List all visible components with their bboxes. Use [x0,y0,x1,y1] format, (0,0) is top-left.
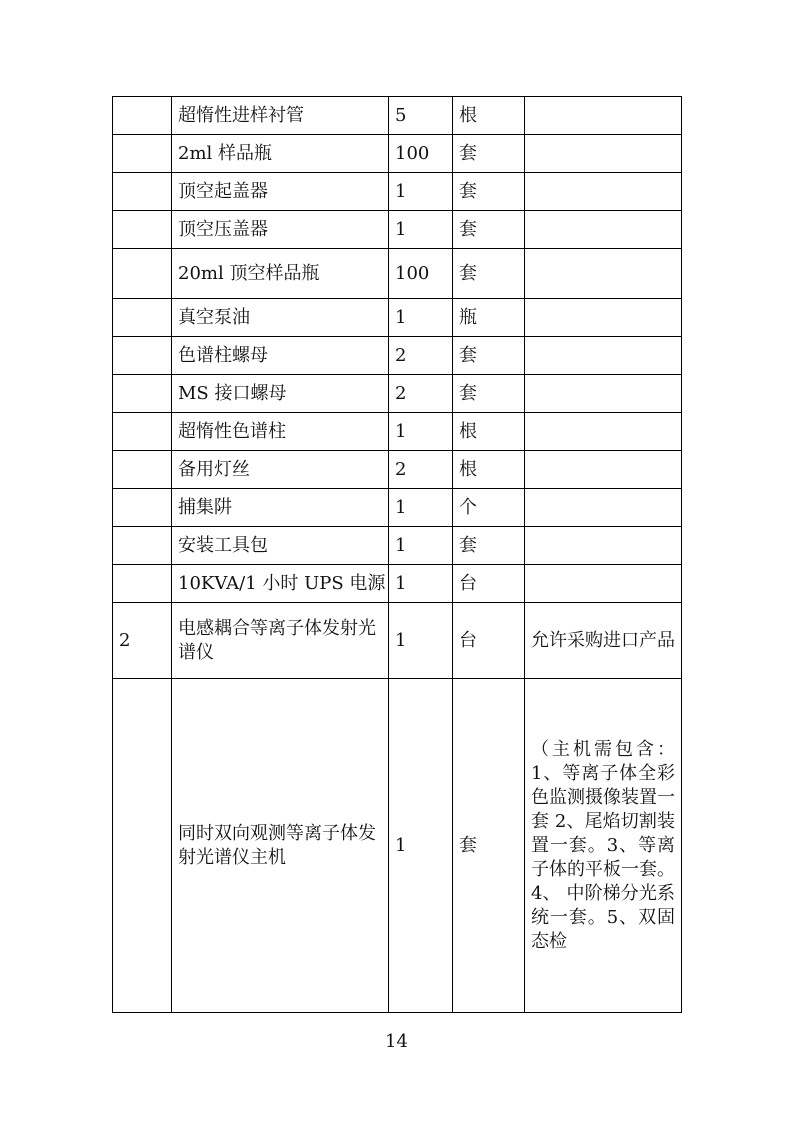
table-row [113,249,682,299]
table-row [113,97,682,135]
table-row [113,375,682,413]
item-unit: 个 [453,489,525,527]
item-name: MS 接口螺母 [172,375,389,413]
item-name: 超惰性进样衬管 [172,97,389,135]
equipment-table [112,96,682,1013]
item-note: （主机需包含：1、等离子体全彩色监测摄像装置一套 2、尾焰切割装置一套。3、等离子体的平板一套。4、 中阶梯分光系统一套。5、双固态检 [525,679,682,1013]
item-unit: 台 [453,603,525,679]
row-number [113,173,172,211]
item-note [525,135,682,173]
item-quantity: 2 [389,451,453,489]
item-quantity: 1 [389,679,453,1013]
row-number [113,527,172,565]
table-row [113,679,682,1013]
row-number [113,565,172,603]
table-row [113,603,682,679]
row-number: 2 [113,603,172,679]
table-row [113,565,682,603]
item-note [525,173,682,211]
item-quantity: 1 [389,413,453,451]
row-number [113,299,172,337]
item-quantity: 1 [389,211,453,249]
item-name: 安装工具包 [172,527,389,565]
table-row [113,211,682,249]
item-name: 超惰性色谱柱 [172,413,389,451]
row-number [113,249,172,299]
item-note [525,375,682,413]
item-name: 色谱柱螺母 [172,337,389,375]
item-unit: 根 [453,413,525,451]
item-unit: 台 [453,565,525,603]
row-number [113,211,172,249]
item-name: 电感耦合等离子体发射光谱仪 [172,603,389,679]
table-row [113,489,682,527]
item-note [525,451,682,489]
table-row [113,451,682,489]
table-row [113,173,682,211]
table-row [113,527,682,565]
item-unit: 套 [453,135,525,173]
item-name: 备用灯丝 [172,451,389,489]
row-number [113,679,172,1013]
table-row [113,135,682,173]
item-note [525,299,682,337]
table-row [113,337,682,375]
row-number [113,489,172,527]
table-row [113,299,682,337]
item-note [525,337,682,375]
item-quantity: 100 [389,135,453,173]
item-name: 10KVA/1 小时 UPS 电源 [172,565,389,603]
item-quantity: 100 [389,249,453,299]
item-name: 2ml 样品瓶 [172,135,389,173]
item-quantity: 1 [389,299,453,337]
item-quantity: 5 [389,97,453,135]
item-name: 20ml 顶空样品瓶 [172,249,389,299]
item-note [525,565,682,603]
item-note [525,249,682,299]
item-name: 真空泵油 [172,299,389,337]
item-name: 顶空起盖器 [172,173,389,211]
item-note [525,211,682,249]
page-number: 14 [385,1031,408,1052]
item-name: 顶空压盖器 [172,211,389,249]
item-quantity: 1 [389,603,453,679]
item-name: 捕集阱 [172,489,389,527]
item-unit: 套 [453,211,525,249]
row-number [113,451,172,489]
item-unit: 套 [453,679,525,1013]
item-quantity: 2 [389,375,453,413]
row-number [113,337,172,375]
item-quantity: 1 [389,565,453,603]
row-number [113,375,172,413]
item-name: 同时双向观测等离子体发射光谱仪主机 [172,679,389,1013]
item-unit: 根 [453,451,525,489]
row-number [113,413,172,451]
item-note [525,97,682,135]
item-unit: 瓶 [453,299,525,337]
table-row [113,413,682,451]
item-unit: 套 [453,527,525,565]
item-quantity: 1 [389,173,453,211]
item-note [525,489,682,527]
item-quantity: 1 [389,489,453,527]
item-note [525,527,682,565]
item-unit: 套 [453,337,525,375]
item-quantity: 2 [389,337,453,375]
row-number [113,135,172,173]
item-unit: 套 [453,173,525,211]
item-unit: 根 [453,97,525,135]
item-quantity: 1 [389,527,453,565]
item-unit: 套 [453,375,525,413]
item-note: 允许采购进口产品 [525,603,682,679]
item-unit: 套 [453,249,525,299]
item-note [525,413,682,451]
row-number [113,97,172,135]
